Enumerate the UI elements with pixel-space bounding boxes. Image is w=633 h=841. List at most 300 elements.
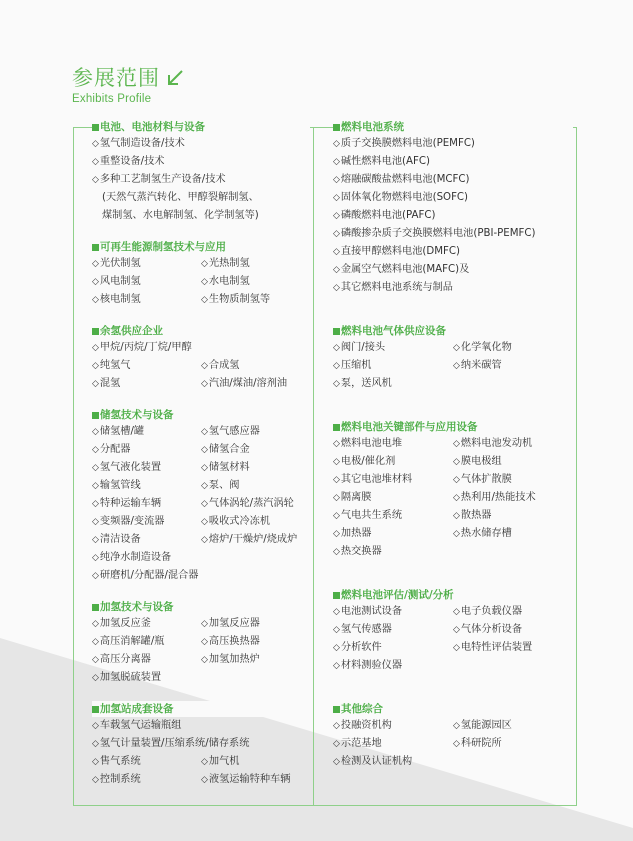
list-item — [333, 639, 453, 657]
list-item-text: 加氢反应釜 — [99, 618, 151, 629]
list-item-text: 材料测验仪器 — [340, 660, 403, 671]
section-title — [92, 701, 310, 717]
list-item-text: 电极/催化剂 — [340, 456, 396, 467]
list-item — [201, 255, 310, 273]
diamond-bullet-icon: ◇ — [333, 229, 340, 239]
list-item — [453, 471, 573, 489]
list-item-text: 阀门/接头 — [340, 342, 386, 353]
list-item-text: 其它电池堆材料 — [340, 474, 413, 485]
list-item-text: 氢气液化装置 — [99, 462, 162, 473]
section-title-text: 燃料电池关键部件与应用设备 — [341, 421, 478, 433]
list-item — [333, 717, 453, 735]
square-bullet-icon — [333, 124, 340, 131]
list-item — [201, 357, 310, 375]
list-item — [453, 339, 573, 357]
list-item-text: 熔炉/干燥炉/烧成炉 — [208, 534, 298, 545]
list-item — [92, 357, 201, 375]
list-item — [92, 153, 310, 171]
list-item — [333, 153, 573, 171]
list-item — [92, 735, 310, 753]
list-item — [92, 375, 201, 393]
list-item-text: 高压换热器 — [208, 636, 260, 647]
diamond-bullet-icon: ◇ — [92, 739, 99, 749]
section-title-text: 燃料电池系统 — [341, 121, 404, 133]
list-item — [201, 459, 310, 477]
diamond-bullet-icon: ◇ — [92, 157, 99, 167]
diamond-bullet-icon: ◇ — [453, 511, 460, 521]
list-item — [92, 549, 310, 567]
diamond-bullet-icon: ◇ — [201, 655, 208, 665]
square-bullet-icon — [92, 706, 99, 713]
list-item — [333, 507, 453, 525]
diamond-bullet-icon: ◇ — [92, 445, 99, 455]
list-item — [92, 255, 201, 273]
section-title — [92, 119, 310, 135]
section-fuel-cell-systems — [333, 119, 573, 297]
list-item — [453, 621, 573, 639]
diamond-bullet-icon: ◇ — [92, 175, 99, 185]
section-title-text: 燃料电池气体供应设备 — [341, 325, 446, 337]
diamond-bullet-icon: ◇ — [92, 295, 99, 305]
diamond-bullet-icon: ◇ — [92, 379, 99, 389]
list-item-text: 热交换器 — [340, 546, 382, 557]
list-item-text: 甲烷/丙烷/丁烷/甲醇 — [99, 342, 192, 353]
diamond-bullet-icon: ◇ — [453, 529, 460, 539]
diamond-bullet-icon: ◇ — [201, 619, 208, 629]
list-item — [92, 567, 310, 585]
list-item — [201, 633, 310, 651]
list-item-text: 直接甲醇燃料电池(DMFC) — [340, 246, 460, 257]
section-title — [92, 239, 310, 255]
list-item — [333, 135, 573, 153]
list-item-text: 泵，送风机 — [340, 378, 392, 389]
section-hydrogenation — [92, 599, 310, 687]
diamond-bullet-icon: ◇ — [333, 625, 340, 635]
list-item-text: 吸收式冷冻机 — [208, 516, 271, 527]
list-item-text: 加气机 — [208, 756, 240, 767]
list-item — [201, 615, 310, 633]
section-title-text: 燃料电池评估/测试/分析 — [341, 589, 454, 601]
list-item — [453, 717, 573, 735]
list-item — [333, 375, 573, 393]
item-list — [92, 717, 310, 789]
list-item-text: 液氢运输特种车辆 — [208, 774, 291, 785]
diamond-bullet-icon: ◇ — [92, 463, 99, 473]
diamond-bullet-icon: ◇ — [333, 379, 340, 389]
list-item-text: 投融资机构 — [340, 720, 392, 731]
diamond-bullet-icon: ◇ — [333, 157, 340, 167]
list-item — [333, 357, 453, 375]
list-item — [92, 615, 201, 633]
list-item-text: 控制系统 — [99, 774, 141, 785]
list-item — [333, 735, 453, 753]
item-list — [333, 339, 573, 393]
list-item-text: 气体分析设备 — [460, 624, 523, 635]
list-item-text: 储氢合金 — [208, 444, 250, 455]
list-item-text: 氢气感应器 — [208, 426, 260, 437]
list-item — [92, 531, 201, 549]
list-item-text: 光伏制氢 — [99, 258, 141, 269]
diamond-bullet-icon: ◇ — [201, 361, 208, 371]
section-title-text: 电池、电池材料与设备 — [100, 121, 205, 133]
section-title — [92, 407, 310, 423]
diamond-bullet-icon: ◇ — [92, 517, 99, 527]
diamond-bullet-icon: ◇ — [92, 361, 99, 371]
square-bullet-icon — [333, 424, 340, 431]
diamond-bullet-icon: ◇ — [201, 379, 208, 389]
item-list — [333, 435, 573, 561]
list-item-text: 磷酸燃料电池(PAFC) — [340, 210, 436, 221]
list-item-text: 煤制氢、水电解制氢、化学制氢等) — [102, 210, 259, 221]
list-item — [333, 243, 573, 261]
section-gas-supply — [333, 323, 573, 393]
diamond-bullet-icon: ◇ — [453, 361, 460, 371]
item-list — [92, 615, 310, 687]
list-item-text: 分析软件 — [340, 642, 382, 653]
arrow-down-left-icon — [166, 69, 184, 87]
diamond-bullet-icon: ◇ — [201, 427, 208, 437]
list-item — [453, 435, 573, 453]
diamond-bullet-icon: ◇ — [92, 499, 99, 509]
list-item — [201, 531, 310, 549]
item-list — [92, 255, 310, 309]
list-item — [92, 189, 310, 207]
diamond-bullet-icon: ◇ — [92, 343, 99, 353]
list-item-text: 电子负载仪器 — [460, 606, 523, 617]
list-item — [453, 735, 573, 753]
section-title-text: 余氢供应企业 — [100, 325, 163, 337]
item-list — [92, 423, 310, 585]
title-row — [72, 64, 184, 92]
diamond-bullet-icon: ◇ — [333, 493, 340, 503]
list-item-text: 磷酸掺杂质子交换膜燃料电池(PBI-PEMFC) — [340, 228, 536, 239]
list-item-text: 光热制氢 — [208, 258, 250, 269]
square-bullet-icon — [92, 328, 99, 335]
list-item-text: 气体扩散膜 — [460, 474, 512, 485]
section-title — [333, 701, 573, 717]
list-item — [92, 651, 201, 669]
list-item-text: 固体氧化物燃料电池(SOFC) — [340, 192, 469, 203]
diamond-bullet-icon: ◇ — [201, 259, 208, 269]
list-item-text: 多种工艺制氢生产设备/技术 — [99, 174, 226, 185]
list-item-text: 气电共生系统 — [340, 510, 403, 521]
section-surplus-hydrogen — [92, 323, 310, 393]
diamond-bullet-icon: ◇ — [201, 295, 208, 305]
section-renewable-hydrogen — [92, 239, 310, 309]
item-list — [333, 603, 573, 675]
list-item-text: 纯氢气 — [99, 360, 131, 371]
diamond-bullet-icon: ◇ — [333, 721, 340, 731]
square-bullet-icon — [92, 244, 99, 251]
list-item-text: 燃料电池电堆 — [340, 438, 403, 449]
diamond-bullet-icon: ◇ — [92, 655, 99, 665]
diamond-bullet-icon: ◇ — [333, 361, 340, 371]
list-item — [333, 471, 453, 489]
square-bullet-icon — [92, 604, 99, 611]
diamond-bullet-icon: ◇ — [201, 535, 208, 545]
list-item — [333, 453, 453, 471]
list-item — [92, 633, 201, 651]
list-item-text: 加氢加热炉 — [208, 654, 260, 665]
square-bullet-icon — [333, 592, 340, 599]
diamond-bullet-icon: ◇ — [333, 343, 340, 353]
diamond-bullet-icon: ◇ — [92, 481, 99, 491]
diamond-bullet-icon: ◇ — [92, 721, 99, 731]
list-item-text: 分配器 — [99, 444, 131, 455]
list-item-text: 化学氧化物 — [460, 342, 512, 353]
list-item-text: 燃料电池发动机 — [460, 438, 533, 449]
section-title-text: 储氢技术与设备 — [100, 409, 174, 421]
list-item — [333, 207, 573, 225]
list-item-text: 研磨机/分配器/混合器 — [99, 570, 199, 581]
item-list — [333, 717, 573, 771]
list-item — [201, 441, 310, 459]
diamond-bullet-icon: ◇ — [333, 193, 340, 203]
column-divider — [313, 127, 314, 806]
diamond-bullet-icon: ◇ — [201, 463, 208, 473]
diamond-bullet-icon: ◇ — [333, 247, 340, 257]
diamond-bullet-icon: ◇ — [92, 637, 99, 647]
list-item — [92, 441, 201, 459]
list-item-text: 生物质制氢等 — [208, 294, 271, 305]
list-item — [92, 273, 201, 291]
list-item — [92, 171, 310, 189]
list-item — [92, 771, 201, 789]
diamond-bullet-icon: ◇ — [333, 475, 340, 485]
diamond-bullet-icon: ◇ — [333, 265, 340, 275]
list-item — [92, 135, 310, 153]
list-item-text: 清洁设备 — [99, 534, 141, 545]
list-item — [333, 225, 573, 243]
diamond-bullet-icon: ◇ — [92, 571, 99, 581]
diamond-bullet-icon: ◇ — [453, 457, 460, 467]
list-item-text: 高压消解罐/瓶 — [99, 636, 165, 647]
list-item — [453, 453, 573, 471]
page-title: 参展范围 — [72, 66, 160, 90]
list-item — [333, 621, 453, 639]
diamond-bullet-icon: ◇ — [453, 439, 460, 449]
section-title — [333, 323, 573, 339]
square-bullet-icon — [333, 706, 340, 713]
diamond-bullet-icon: ◇ — [453, 493, 460, 503]
diamond-bullet-icon: ◇ — [453, 475, 460, 485]
list-item — [201, 477, 310, 495]
list-item-text: 汽油/煤油/溶剂油 — [208, 378, 288, 389]
section-title-text: 其他综合 — [341, 703, 383, 715]
diamond-bullet-icon: ◇ — [333, 175, 340, 185]
list-item — [453, 525, 573, 543]
square-bullet-icon — [92, 412, 99, 419]
section-title — [333, 419, 573, 435]
list-item-text: 隔离膜 — [340, 492, 372, 503]
diamond-bullet-icon: ◇ — [333, 283, 340, 293]
item-list — [92, 339, 310, 393]
list-item — [333, 753, 573, 771]
list-item-text: 科研院所 — [460, 738, 502, 749]
list-item — [333, 189, 573, 207]
list-item-text: 金属空气燃料电池(MAFC)及 — [340, 264, 470, 275]
list-item — [333, 543, 573, 561]
diamond-bullet-icon: ◇ — [333, 529, 340, 539]
item-list — [333, 135, 573, 297]
list-item-text: 纳米碳管 — [460, 360, 502, 371]
section-evaluation-testing — [333, 587, 573, 675]
diamond-bullet-icon: ◇ — [92, 775, 99, 785]
list-item-text: 检测及认证机构 — [340, 756, 413, 767]
section-title — [333, 119, 573, 135]
diamond-bullet-icon: ◇ — [92, 535, 99, 545]
diamond-bullet-icon: ◇ — [201, 517, 208, 527]
list-item-text: 重整设备/技术 — [99, 156, 165, 167]
list-item-text: 质子交换膜燃料电池(PEMFC) — [340, 138, 475, 149]
diamond-bullet-icon: ◇ — [453, 607, 460, 617]
list-item — [453, 489, 573, 507]
diamond-bullet-icon: ◇ — [453, 721, 460, 731]
list-item-text: 合成氢 — [208, 360, 240, 371]
list-item-text: 变频器/变流器 — [99, 516, 165, 527]
list-item — [453, 639, 573, 657]
diamond-bullet-icon: ◇ — [333, 511, 340, 521]
list-item-text: 气体涡轮/蒸汽涡轮 — [208, 498, 294, 509]
list-item-text: 其它燃料电池系统与制品 — [340, 282, 453, 293]
diamond-bullet-icon: ◇ — [201, 445, 208, 455]
square-bullet-icon — [333, 328, 340, 335]
list-item-text: 碱性燃料电池(AFC) — [340, 156, 430, 167]
list-item — [333, 261, 573, 279]
list-item — [92, 339, 310, 357]
diamond-bullet-icon: ◇ — [453, 343, 460, 353]
list-item-text: (天然气蒸汽转化、甲醇裂解制氢、 — [102, 192, 259, 203]
list-item — [333, 339, 453, 357]
list-item-text: 纯净水制造设备 — [99, 552, 172, 563]
list-item — [92, 207, 310, 225]
list-item-text: 膜电极组 — [460, 456, 502, 467]
list-item — [333, 603, 453, 621]
section-title-text: 加氢站成套设备 — [100, 703, 174, 715]
list-item — [92, 513, 201, 531]
section-title-text: 可再生能源制氢技术与应用 — [100, 241, 226, 253]
section-title — [333, 587, 573, 603]
list-item — [92, 423, 201, 441]
list-item-text: 加氢脱硫装置 — [99, 672, 162, 683]
diamond-bullet-icon: ◇ — [201, 499, 208, 509]
diamond-bullet-icon: ◇ — [201, 481, 208, 491]
diamond-bullet-icon: ◇ — [333, 739, 340, 749]
diamond-bullet-icon: ◇ — [92, 277, 99, 287]
section-key-components — [333, 419, 573, 561]
diamond-bullet-icon: ◇ — [333, 211, 340, 221]
list-item-text: 熔融碳酸盐燃料电池(MCFC) — [340, 174, 470, 185]
list-item — [201, 513, 310, 531]
list-item-text: 散热器 — [460, 510, 492, 521]
list-item-text: 氢气传感器 — [340, 624, 392, 635]
list-item — [201, 651, 310, 669]
diamond-bullet-icon: ◇ — [333, 661, 340, 671]
list-item-text: 混氢 — [99, 378, 121, 389]
list-item-text: 热利用/热能技术 — [460, 492, 536, 503]
list-item-text: 压缩机 — [340, 360, 372, 371]
diamond-bullet-icon: ◇ — [92, 619, 99, 629]
list-item — [92, 717, 310, 735]
list-item-text: 水电制氢 — [208, 276, 250, 287]
list-item — [453, 507, 573, 525]
list-item-text: 储氢槽/罐 — [99, 426, 145, 437]
list-item-text: 电特性评估装置 — [460, 642, 533, 653]
section-other — [333, 701, 573, 771]
list-item-text: 核电制氢 — [99, 294, 141, 305]
list-item — [201, 423, 310, 441]
list-item — [201, 291, 310, 309]
diamond-bullet-icon: ◇ — [92, 259, 99, 269]
list-item — [333, 525, 453, 543]
diamond-bullet-icon: ◇ — [92, 427, 99, 437]
list-item-text: 热水储存槽 — [460, 528, 512, 539]
diamond-bullet-icon: ◇ — [333, 547, 340, 557]
section-title-text: 加氢技术与设备 — [100, 601, 174, 613]
list-item — [333, 657, 573, 675]
list-item — [92, 669, 310, 687]
square-bullet-icon — [92, 124, 99, 131]
list-item-text: 泵、阀 — [208, 480, 240, 491]
list-item-text: 输氢管线 — [99, 480, 141, 491]
list-item-text: 高压分离器 — [99, 654, 151, 665]
diamond-bullet-icon: ◇ — [333, 643, 340, 653]
list-item-text: 售气系统 — [99, 756, 141, 767]
list-item-text: 氢气计量装置/压缩系统/储存系统 — [99, 738, 250, 749]
diamond-bullet-icon: ◇ — [333, 439, 340, 449]
list-item — [92, 459, 201, 477]
page-subtitle: Exhibits Profile — [72, 93, 152, 105]
section-hydrogen-storage — [92, 407, 310, 585]
diamond-bullet-icon: ◇ — [201, 757, 208, 767]
list-item — [453, 603, 573, 621]
list-item — [201, 495, 310, 513]
list-item-text: 氢能源园区 — [460, 720, 512, 731]
diamond-bullet-icon: ◇ — [201, 277, 208, 287]
diamond-bullet-icon: ◇ — [92, 553, 99, 563]
list-item — [92, 495, 201, 513]
diamond-bullet-icon: ◇ — [453, 739, 460, 749]
section-refueling-station — [92, 701, 310, 789]
list-item-text: 示范基地 — [340, 738, 382, 749]
list-item-text: 加氢反应器 — [208, 618, 260, 629]
list-item — [201, 753, 310, 771]
diamond-bullet-icon: ◇ — [453, 643, 460, 653]
section-title — [92, 323, 310, 339]
diamond-bullet-icon: ◇ — [92, 673, 99, 683]
list-item — [333, 279, 573, 297]
list-item-text: 电池测试设备 — [340, 606, 403, 617]
list-item — [201, 273, 310, 291]
diamond-bullet-icon: ◇ — [333, 457, 340, 467]
list-item — [333, 435, 453, 453]
list-item-text: 车载氢气运输瓶组 — [99, 720, 182, 731]
diamond-bullet-icon: ◇ — [201, 637, 208, 647]
list-item — [92, 291, 201, 309]
diamond-bullet-icon: ◇ — [453, 625, 460, 635]
diamond-bullet-icon: ◇ — [333, 757, 340, 767]
list-item — [333, 489, 453, 507]
list-item-text: 风电制氢 — [99, 276, 141, 287]
list-item-text: 储氢材料 — [208, 462, 250, 473]
item-list — [92, 135, 310, 225]
list-item — [92, 753, 201, 771]
list-item — [201, 375, 310, 393]
list-item-text: 特种运输车辆 — [99, 498, 162, 509]
list-item — [333, 171, 573, 189]
list-item-text: 加热器 — [340, 528, 372, 539]
section-battery-equipment — [92, 119, 310, 225]
